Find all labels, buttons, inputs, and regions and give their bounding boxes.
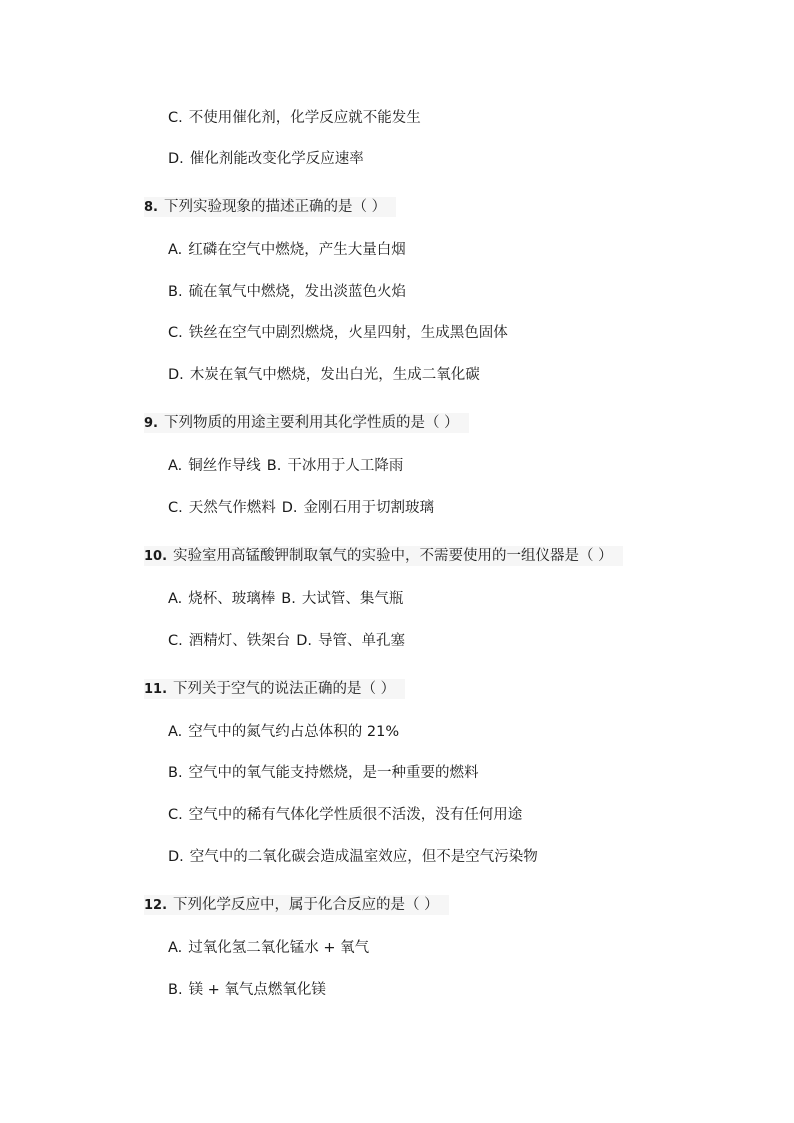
question-number: 12.: [144, 898, 168, 913]
question-number: 9.: [144, 416, 158, 431]
option-label: B.: [168, 765, 183, 781]
option-line: [168, 763, 479, 783]
option-line: [168, 323, 508, 343]
option-line: [168, 938, 369, 958]
option-text: 空气中的二氧化碳会造成温室效应，但不是空气污染物: [189, 849, 538, 865]
option-label: B.: [266, 458, 282, 474]
option-line: [168, 108, 421, 128]
option-text: 过氧化氢二氧化锰水 + 氧气: [188, 940, 370, 956]
option-line: [168, 149, 364, 169]
question-text: 下列物质的用途主要利用其化学性质的是（ ）: [163, 415, 459, 431]
option-text: 干冰用于人工降雨: [287, 458, 404, 474]
option-text: 金刚石用于切割玻璃: [303, 500, 435, 516]
option-line: [168, 722, 399, 742]
option-label: A.: [168, 724, 183, 740]
option-line: [168, 240, 406, 260]
option-text: 铜丝作导线: [188, 458, 261, 474]
option-text: 大试管、集气瓶: [301, 591, 404, 607]
option-label: D.: [281, 500, 298, 516]
option-text: 酒精灯、铁架台: [188, 633, 291, 649]
option-text: 不使用催化剂，化学反应就不能发生: [188, 110, 421, 126]
option-label: A.: [168, 591, 183, 607]
option-label: D.: [168, 151, 184, 167]
option-label: B.: [168, 982, 183, 998]
option-label: B.: [281, 591, 296, 607]
option-line: [168, 498, 434, 518]
option-line: [168, 805, 522, 825]
option-label: C.: [168, 633, 183, 649]
question-line: [144, 413, 469, 433]
option-text: 空气中的氧气能支持燃烧，是一种重要的燃料: [188, 765, 479, 781]
option-label: C.: [168, 807, 183, 823]
question-number: 10.: [144, 549, 168, 564]
option-label: D.: [168, 849, 184, 865]
option-text: 天然气作燃料: [188, 500, 276, 516]
question-line: [144, 679, 405, 699]
option-label: C.: [168, 325, 183, 341]
option-text: 铁丝在空气中剧烈燃烧，火星四射，生成黑色固体: [188, 325, 508, 341]
option-line: [168, 365, 480, 385]
option-text: 红磷在空气中燃烧，产生大量白烟: [188, 242, 406, 258]
option-text: 镁 + 氧气点燃氧化镁: [188, 982, 326, 998]
question-number: 8.: [144, 200, 158, 215]
option-text: 导管、单孔塞: [318, 633, 406, 649]
option-label: D.: [168, 367, 184, 383]
question-line: [144, 197, 396, 217]
option-line: [168, 631, 405, 651]
question-line: [144, 895, 449, 915]
question-text: 实验室用高锰酸钾制取氧气的实验中，不需要使用的一组仪器是（ ）: [173, 548, 613, 564]
option-line: [168, 589, 403, 609]
option-text: 木炭在氧气中燃烧，发出白光，生成二氧化碳: [189, 367, 480, 383]
option-text: 硫在氧气中燃烧，发出淡蓝色火焰: [188, 284, 407, 300]
option-label: A.: [168, 458, 183, 474]
question-number: 11.: [144, 682, 168, 697]
option-line: [168, 456, 403, 476]
option-label: B.: [168, 284, 183, 300]
option-label: A.: [168, 242, 183, 258]
option-text: 烧杯、玻璃棒: [188, 591, 276, 607]
option-text: 空气中的氮气约占总体积的 21%: [188, 724, 400, 740]
question-text: 下列化学反应中，属于化合反应的是（ ）: [173, 897, 439, 913]
question-line: [144, 546, 623, 566]
option-text: 空气中的稀有气体化学性质很不活泼，没有任何用途: [188, 807, 523, 823]
option-label: C.: [168, 500, 183, 516]
question-text: 下列实验现象的描述正确的是（ ）: [163, 199, 387, 215]
option-label: D.: [296, 633, 313, 649]
option-text: 催化剂能改变化学反应速率: [189, 151, 364, 167]
option-line: [168, 980, 326, 1000]
option-label: A.: [168, 940, 183, 956]
question-text: 下列关于空气的说法正确的是（ ）: [173, 681, 396, 697]
option-line: [168, 847, 538, 867]
option-label: C.: [168, 110, 183, 126]
option-line: [168, 282, 406, 302]
